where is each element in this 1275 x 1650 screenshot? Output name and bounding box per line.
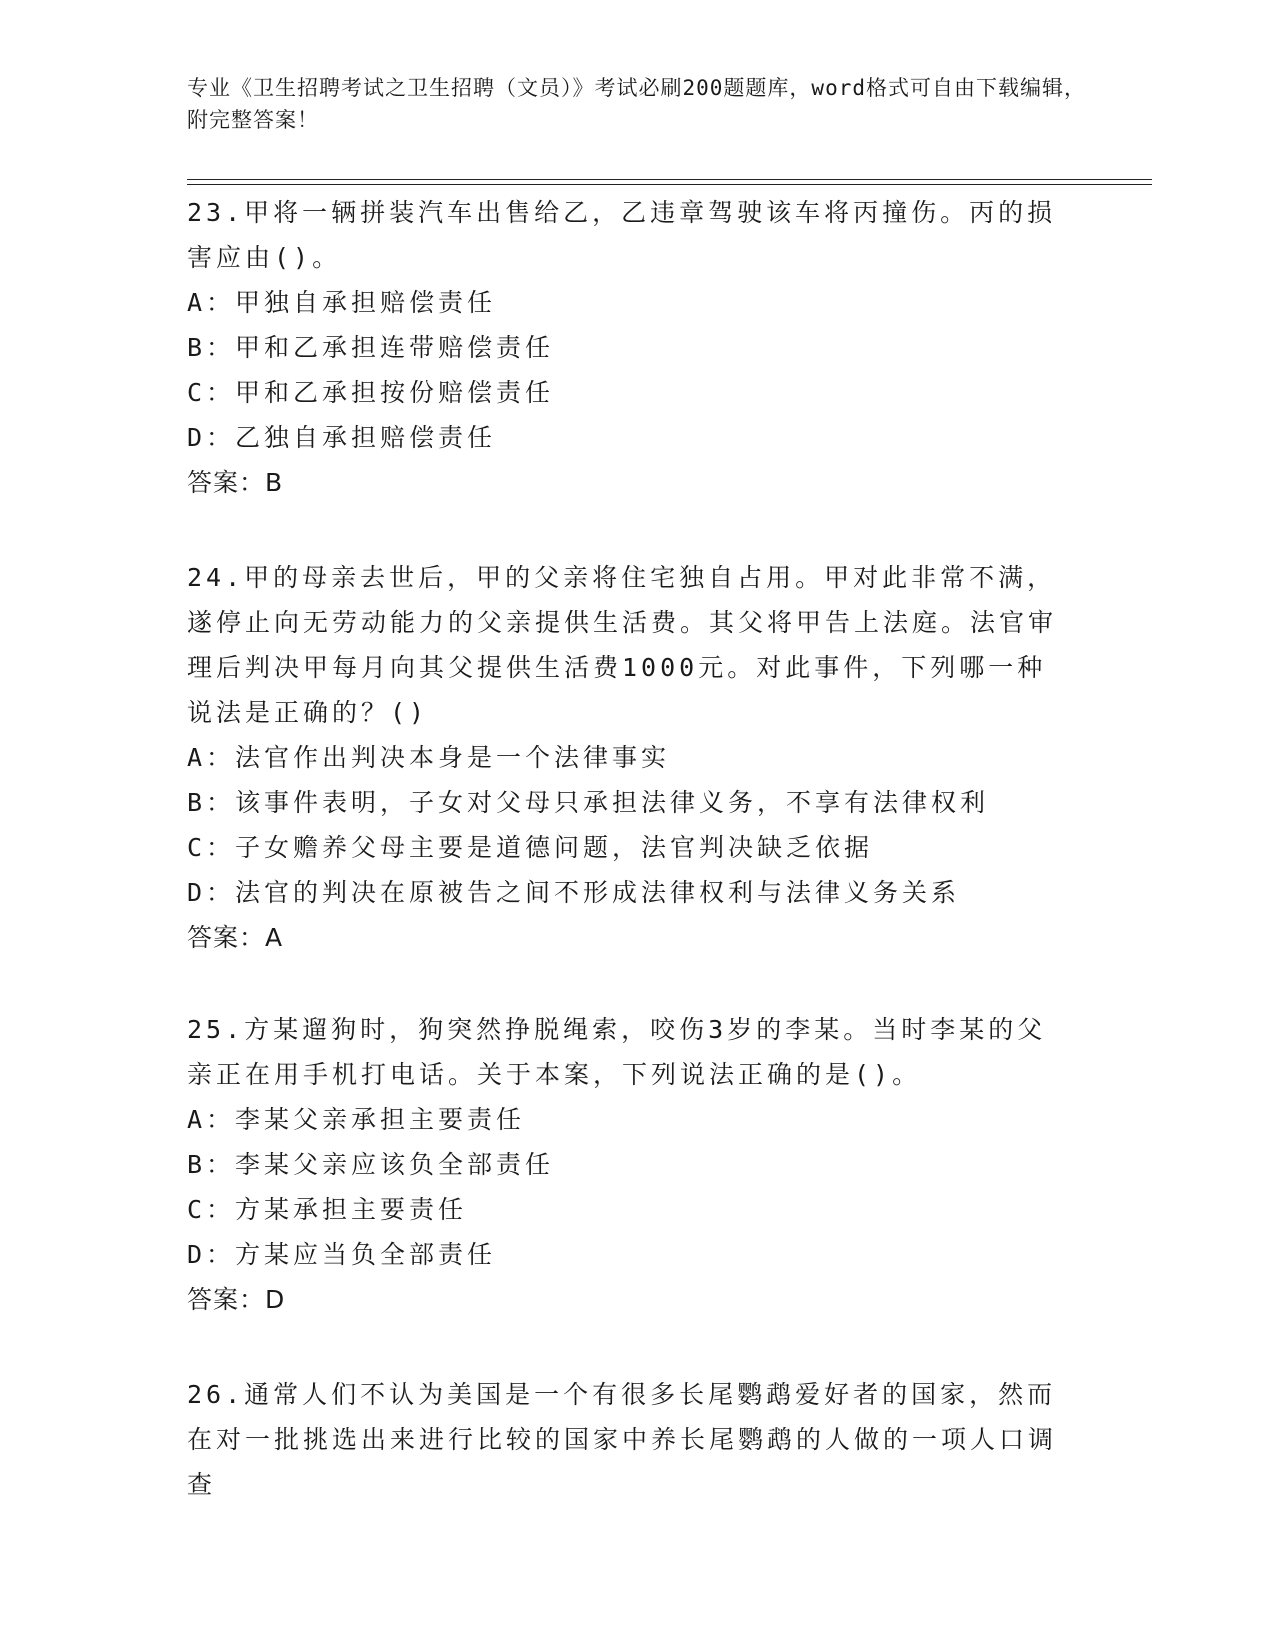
option-d: D：法官的判决在原被告之间不形成法律权利与法律义务关系	[187, 878, 961, 907]
answer-line: 答案：A	[187, 923, 284, 952]
question-25	[187, 1007, 1067, 1322]
answer-line: 答案：D	[187, 1285, 286, 1314]
option-b: B：该事件表明，子女对父母只承担法律义务，不享有法律权利	[187, 788, 990, 817]
header-divider-bottom	[187, 184, 1152, 185]
document-header: 专业《卫生招聘考试之卫生招聘（文员）》考试必刷200题题库，word格式可自由下载编辑，附完整答案！	[187, 76, 1086, 132]
option-c: C：甲和乙承担按份赔偿责任	[187, 378, 555, 407]
option-c: C：子女赡养父母主要是道德问题，法官判决缺乏依据	[187, 833, 874, 862]
question-26	[187, 1372, 1067, 1507]
option-a: A：法官作出判决本身是一个法律事实	[187, 743, 671, 772]
option-b: B：李某父亲应该负全部责任	[187, 1150, 555, 1179]
question-23	[187, 190, 1067, 505]
question-24	[187, 555, 1067, 960]
question-stem: 24.甲的母亲去世后，甲的父亲将住宅独自占用。甲对此非常不满，遂停止向无劳动能力的父亲提供生活费。其父将甲告上法庭。法官审理后判决甲每月向其父提供生活费1000元。对此事件，下列哪一种说法是正确的？()	[187, 563, 1058, 727]
option-c: C：方某承担主要责任	[187, 1195, 468, 1224]
option-b: B：甲和乙承担连带赔偿责任	[187, 333, 555, 362]
question-stem: 25.方某遛狗时，狗突然挣脱绳索，咬伤3岁的李某。当时李某的父亲正在用手机打电话。关于本案，下列说法正确的是()。	[187, 1015, 1047, 1089]
option-d: D：方某应当负全部责任	[187, 1240, 497, 1269]
question-stem: 26.通常人们不认为美国是一个有很多长尾鹦鹉爱好者的国家，然而在对一批挑选出来进行比较的国家中养长尾鹦鹉的人做的一项人口调查	[187, 1380, 1058, 1499]
option-a: A：甲独自承担赔偿责任	[187, 288, 497, 317]
question-stem: 23.甲将一辆拼装汽车出售给乙，乙违章驾驶该车将丙撞伤。丙的损害应由()。	[187, 198, 1057, 272]
answer-line: 答案：B	[187, 468, 284, 497]
header-divider-top	[187, 179, 1152, 180]
option-d: D：乙独自承担赔偿责任	[187, 423, 497, 452]
option-a: A：李某父亲承担主要责任	[187, 1105, 526, 1134]
